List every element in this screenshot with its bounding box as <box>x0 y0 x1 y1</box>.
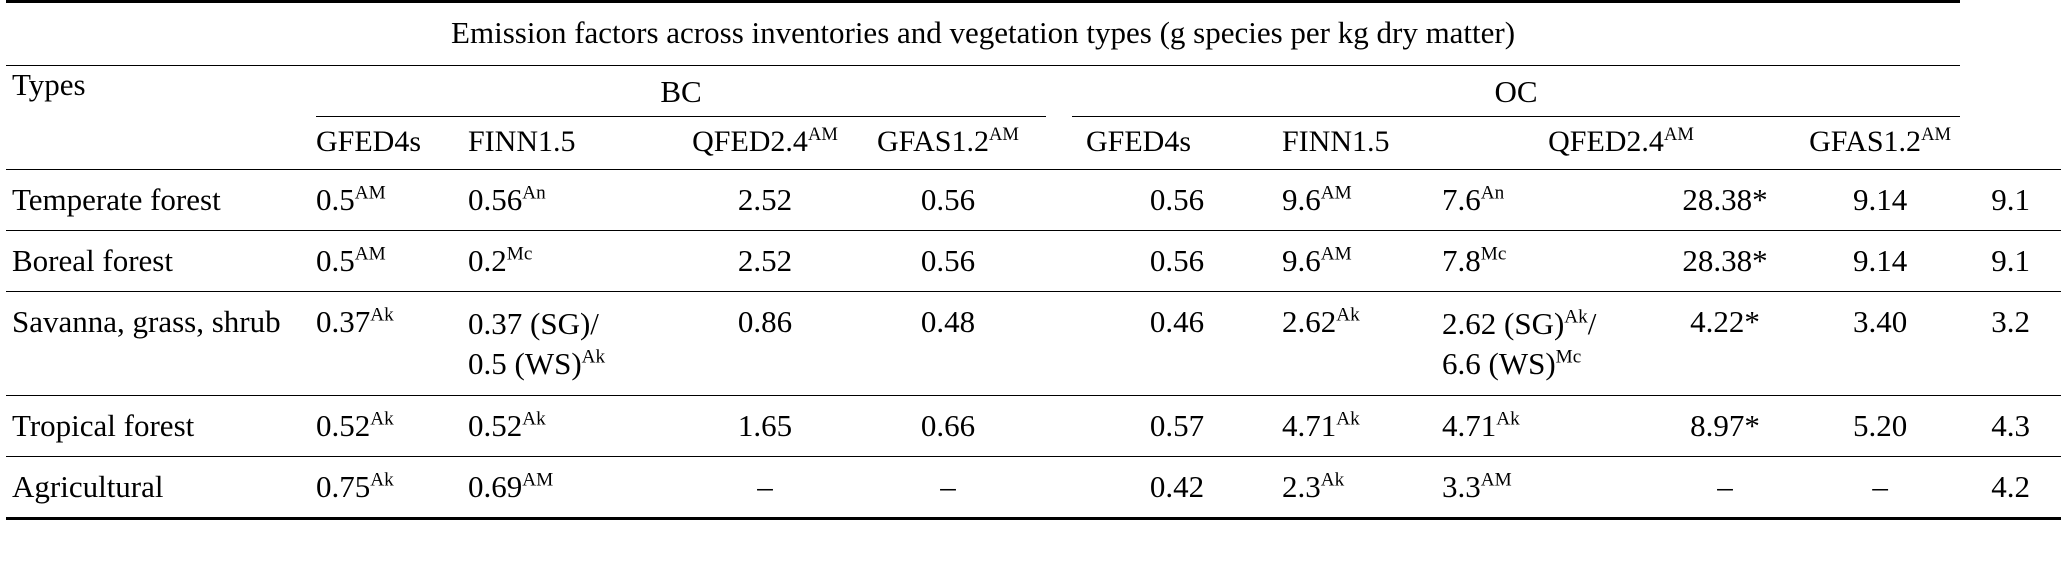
cell-value-line2: 0.5 (WS) <box>468 345 582 381</box>
table-row <box>6 457 2061 519</box>
cell-oc-gfed4s <box>1282 396 1442 457</box>
caption-row <box>6 2 2061 66</box>
cell-bc-gfas <box>1072 170 1282 231</box>
group-header-bc: BC <box>316 66 1046 117</box>
cell-oc-qfed <box>1650 292 1800 396</box>
cell-bc-qfed-2 <box>850 457 1046 519</box>
cell-sup: Ak <box>370 304 394 326</box>
cell-oc-qfed-2 <box>1800 231 1960 292</box>
cell-value: 0.56 <box>468 182 523 217</box>
cell-oc-qfed-2 <box>1800 396 1960 457</box>
cell-value: 0.37 <box>316 304 371 339</box>
cell-value: 0.86 <box>737 304 793 339</box>
cell-value: 4.2 <box>1991 469 2030 505</box>
types-header: Types <box>6 66 316 170</box>
cell-bc-qfed-2 <box>850 396 1046 457</box>
cell-gap <box>1046 170 1072 231</box>
cell-value: 8.97* <box>1690 408 1760 444</box>
col-header-oc-gfed4s <box>1072 117 1282 170</box>
cell-value: 9.1 <box>1991 182 2030 217</box>
cell-value: 0.2 <box>468 243 507 278</box>
emission-factors-table <box>6 0 2061 520</box>
cell-value: 3.40 <box>1852 304 1908 339</box>
cell-value: 0.52 <box>316 408 371 444</box>
cell-bc-qfed <box>680 457 850 519</box>
cell-sup: Mc <box>1480 243 1507 265</box>
cell-bc-gfed4s <box>316 396 468 457</box>
col-header-bc-qfed-sup: AM <box>807 124 838 145</box>
col-header-oc-gfed4s-label: GFED4s <box>1086 125 1192 158</box>
col-header-oc-finn <box>1282 117 1442 170</box>
cell-value: 7.6 <box>1442 182 1481 217</box>
cell-value: 0.56 <box>920 182 976 217</box>
col-header-bc-gfas-sup: AM <box>989 124 1019 145</box>
cell-value: 0.75 <box>316 469 371 505</box>
cell-value: 1.65 <box>737 408 793 444</box>
cell-value: 0.56 <box>1149 182 1205 217</box>
cell-oc-qfed-2 <box>1800 170 1960 231</box>
cell-value: 9.6 <box>1282 182 1321 217</box>
cell-oc-qfed-2 <box>1800 457 1960 519</box>
cell-sup: AM <box>522 470 554 492</box>
col-header-oc-qfed <box>1442 117 1800 170</box>
col-header-bc-finn-label: FINN1.5 <box>468 125 576 158</box>
cell-sup: Mc <box>506 243 533 265</box>
cell-bc-finn <box>468 292 680 396</box>
cell-value-tail: / <box>1587 306 1597 341</box>
cell-oc-finn <box>1442 231 1650 292</box>
cell-value: 0.5 <box>316 243 355 278</box>
cell-value: 9.6 <box>1282 243 1321 278</box>
cell-oc-finn <box>1442 292 1650 396</box>
cell-bc-gfas <box>1072 396 1282 457</box>
col-header-oc-gfas <box>1800 117 1960 170</box>
cell-oc-gfed4s <box>1282 457 1442 519</box>
cell-oc-gfed4s <box>1282 170 1442 231</box>
cell-sup: AM <box>1320 243 1352 265</box>
cell-value: 7.8 <box>1442 243 1481 278</box>
cell-bc-qfed-2 <box>850 170 1046 231</box>
cell-value: – <box>1717 469 1733 505</box>
cell-value-line2: 6.6 (WS) <box>1442 345 1556 381</box>
cell-oc-qfed <box>1650 396 1800 457</box>
cell-value: – <box>757 469 773 505</box>
cell-oc-finn <box>1442 396 1650 457</box>
cell-value: 9.1 <box>1991 243 2030 278</box>
cell-bc-gfed4s <box>316 231 468 292</box>
cell-value: 2.52 <box>737 182 793 217</box>
cell-sup: Ak <box>522 409 546 431</box>
cell-value: 0.42 <box>1149 469 1205 505</box>
cell-sup: AM <box>354 182 386 204</box>
cell-bc-gfas <box>1072 292 1282 396</box>
col-header-oc-finn-label: FINN1.5 <box>1282 125 1390 158</box>
cell-value: 2.52 <box>737 243 793 278</box>
cell-value: 4.71 <box>1282 408 1337 444</box>
cell-gap <box>1046 396 1072 457</box>
col-header-bc-gfed4s-label: GFED4s <box>316 125 422 158</box>
col-header-bc-finn <box>468 117 680 170</box>
table-row <box>6 292 2061 396</box>
cell-oc-gfed4s <box>1282 231 1442 292</box>
cell-bc-finn <box>468 170 680 231</box>
cell-value: – <box>940 469 956 505</box>
cell-value: 2.3 <box>1282 469 1321 505</box>
cell-bc-gfed4s <box>316 292 468 396</box>
cell-sup: An <box>522 182 546 204</box>
group-gap <box>1046 66 1072 117</box>
col-header-bc-qfed-label: QFED2.4 <box>692 125 808 158</box>
cell-sup: Mc <box>1555 346 1582 368</box>
cell-oc-finn <box>1442 170 1650 231</box>
cell-value: 0.46 <box>1149 304 1205 339</box>
cell-value: 0.37 (SG)/ <box>468 306 599 341</box>
table-row <box>6 170 2061 231</box>
col-header-bc-gfas-label: GFAS1.2 <box>877 125 989 158</box>
cell-value: 4.71 <box>1442 408 1497 444</box>
row-label: Agricultural <box>6 457 316 519</box>
col-header-oc-qfed-label: QFED2.4 <box>1548 125 1664 158</box>
cell-bc-qfed <box>680 292 850 396</box>
cell-bc-qfed <box>680 170 850 231</box>
col-header-bc-qfed <box>680 117 850 170</box>
cell-sup: Ak <box>1496 409 1520 431</box>
cell-value: 0.48 <box>920 304 976 339</box>
cell-bc-gfas <box>1072 231 1282 292</box>
cell-sup: Ak <box>1320 470 1345 492</box>
cell-sup: AM <box>354 243 386 265</box>
group-header-row <box>6 66 2061 117</box>
cell-oc-qfed <box>1650 170 1800 231</box>
cell-bc-gfed4s <box>316 170 468 231</box>
cell-oc-gfas <box>1960 396 2061 457</box>
cell-value: 0.56 <box>920 243 976 278</box>
cell-value: 28.38* <box>1682 243 1768 278</box>
cell-oc-qfed-2 <box>1800 292 1960 396</box>
cell-oc-qfed <box>1650 457 1800 519</box>
cell-oc-gfas <box>1960 457 2061 519</box>
cell-gap <box>1046 292 1072 396</box>
col-header-oc-gfas-label: GFAS1.2 <box>1809 125 1922 158</box>
cell-value: 3.3 <box>1442 469 1481 505</box>
cell-gap <box>1046 231 1072 292</box>
col-header-oc-gfas-sup: AM <box>1921 124 1952 145</box>
cell-bc-qfed-2 <box>850 231 1046 292</box>
cell-bc-qfed-2 <box>850 292 1046 396</box>
cell-sup: Ak <box>1336 409 1360 431</box>
cell-sup: AM <box>1320 182 1352 204</box>
cell-oc-gfed4s <box>1282 292 1442 396</box>
cell-value: 3.2 <box>1991 304 2030 339</box>
cell-value: 9.14 <box>1852 182 1908 217</box>
cell-bc-finn <box>468 396 680 457</box>
cell-sup: Ak <box>1564 306 1588 328</box>
cell-oc-finn <box>1442 457 1650 519</box>
cell-sup: Ak <box>370 470 394 492</box>
cell-value: 2.62 (SG) <box>1442 306 1565 341</box>
cell-value: 0.5 <box>316 182 355 217</box>
row-label: Temperate forest <box>6 170 316 231</box>
row-label: Savanna, grass, shrub <box>6 292 316 396</box>
cell-sup: Ak <box>581 346 606 368</box>
cell-sup: An <box>1480 182 1505 204</box>
cell-oc-qfed <box>1650 231 1800 292</box>
group-header-oc: OC <box>1072 66 1960 117</box>
cell-value: 0.69 <box>468 469 523 505</box>
row-label: Boreal forest <box>6 231 316 292</box>
cell-oc-gfas <box>1960 292 2061 396</box>
cell-value: 0.52 <box>468 408 523 444</box>
cell-bc-gfas <box>1072 457 1282 519</box>
col-header-oc-qfed-sup: AM <box>1663 124 1694 145</box>
col-header-gap <box>1046 117 1072 170</box>
cell-bc-finn <box>468 231 680 292</box>
col-header-bc-gfed4s <box>316 117 468 170</box>
cell-value: 9.14 <box>1852 243 1908 278</box>
col-header-bc-gfas <box>850 117 1046 170</box>
cell-bc-gfed4s <box>316 457 468 519</box>
cell-value: 4.22* <box>1690 304 1760 339</box>
cell-value: – <box>1872 469 1888 505</box>
table-row <box>6 396 2061 457</box>
cell-value: 5.20 <box>1852 408 1908 444</box>
cell-value: 0.56 <box>1149 243 1205 278</box>
cell-value: 0.57 <box>1149 408 1205 444</box>
cell-value: 4.3 <box>1991 408 2030 444</box>
cell-bc-qfed <box>680 231 850 292</box>
cell-value: 28.38* <box>1682 182 1768 217</box>
cell-bc-qfed <box>680 396 850 457</box>
cell-sup: Ak <box>1336 304 1360 326</box>
cell-sup: AM <box>1480 470 1512 492</box>
cell-bc-finn <box>468 457 680 519</box>
cell-sup: Ak <box>370 409 394 431</box>
cell-oc-gfas <box>1960 170 2061 231</box>
cell-oc-gfas <box>1960 231 2061 292</box>
cell-gap <box>1046 457 1072 519</box>
row-label: Tropical forest <box>6 396 316 457</box>
table-caption: Emission factors across inventories and vegetation types (g species per kg dry matter) <box>6 2 1960 66</box>
cell-value: 2.62 <box>1282 304 1337 339</box>
cell-value: 0.66 <box>920 408 976 444</box>
table-row <box>6 231 2061 292</box>
